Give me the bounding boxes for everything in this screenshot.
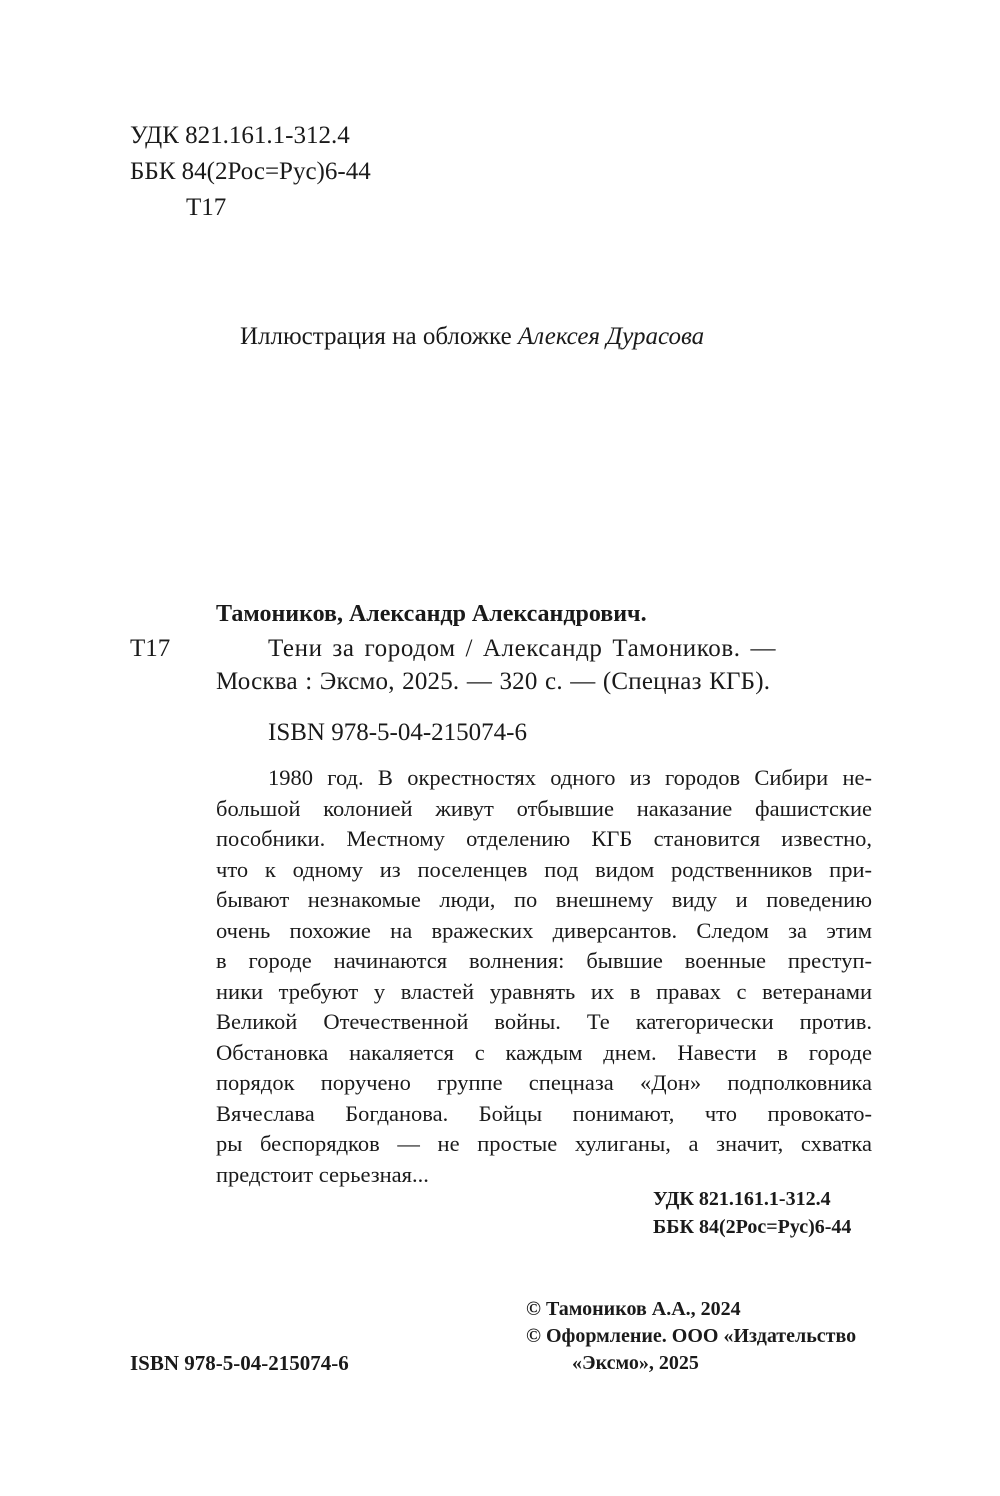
- class-bbk: ББК 84(2Рос=Рус)6-44: [653, 1216, 852, 1238]
- annotation-line: большой колонией живут отбывшие наказание фашистские: [216, 795, 872, 821]
- cover-credit-prefix: Иллюстрация на обложке: [240, 323, 518, 350]
- record-title-line1: Тени за городом / Александр Тамоников. —: [268, 635, 777, 662]
- header-bbk: ББК 84(2Рос=Рус)6-44: [130, 158, 371, 185]
- copyright-line2: © Оформление. ООО «Издательство: [526, 1325, 857, 1347]
- header-udk: УДК 821.161.1-312.4: [130, 122, 350, 149]
- annotation-line: что к одному из поселенцев под видом родственников при-: [216, 856, 872, 882]
- annotation-line: очень похожие на вражеских диверсантов. Следом за этим: [216, 917, 872, 943]
- record-title-line2: Москва : Эксмо, 2025. — 320 с. — (Спецназ КГБ).: [216, 668, 771, 695]
- annotation-line: Обстановка накаляется с каждым днем. Навести в городе: [216, 1039, 872, 1065]
- annotation-line: бывают незнакомые люди, по внешнему виду и поведению: [216, 887, 872, 912]
- annotation-line: в городе начинаются волнения: бывшие военные преступ-: [216, 948, 872, 973]
- footer-isbn: ISBN 978-5-04-215074-6: [130, 1351, 349, 1375]
- annotation: [216, 763, 872, 1190]
- annotation-line: ники требуют у властей уравнять их в правах с ветеранами: [216, 978, 872, 1004]
- annotation-line: предстоит серьезная...: [216, 1161, 429, 1187]
- cover-artist: Алексея Дурасова: [517, 323, 705, 350]
- cover-credit: [240, 323, 704, 351]
- annotation-line: ры беспорядков — не простые хулиганы, а значит, схватка: [216, 1131, 872, 1156]
- record-isbn: ISBN 978-5-04-215074-6: [268, 719, 528, 746]
- annotation-line: Великой Отечественной войны. Те категорически против.: [216, 1009, 872, 1034]
- annotation-line: пособники. Местному отделению КГБ становится известно,: [216, 826, 872, 851]
- annotation-line: Вячеслава Богданова. Бойцы понимают, что провокато-: [216, 1100, 872, 1126]
- header-code: Т17: [186, 194, 227, 221]
- annotation-line: порядок поручено группе спецназа «Дон» подполковника: [216, 1070, 872, 1095]
- class-udk: УДК 821.161.1-312.4: [653, 1188, 831, 1210]
- copyright-line1: © Тамоников А.А., 2024: [526, 1298, 741, 1320]
- record-author: Тамоников, Александр Александрович.: [216, 601, 647, 627]
- copyright-line3: «Эксмо», 2025: [572, 1352, 699, 1374]
- record-side-code: Т17: [130, 635, 171, 662]
- annotation-line: 1980 год. В окрестностях одного из городов Сибири не-: [268, 765, 872, 790]
